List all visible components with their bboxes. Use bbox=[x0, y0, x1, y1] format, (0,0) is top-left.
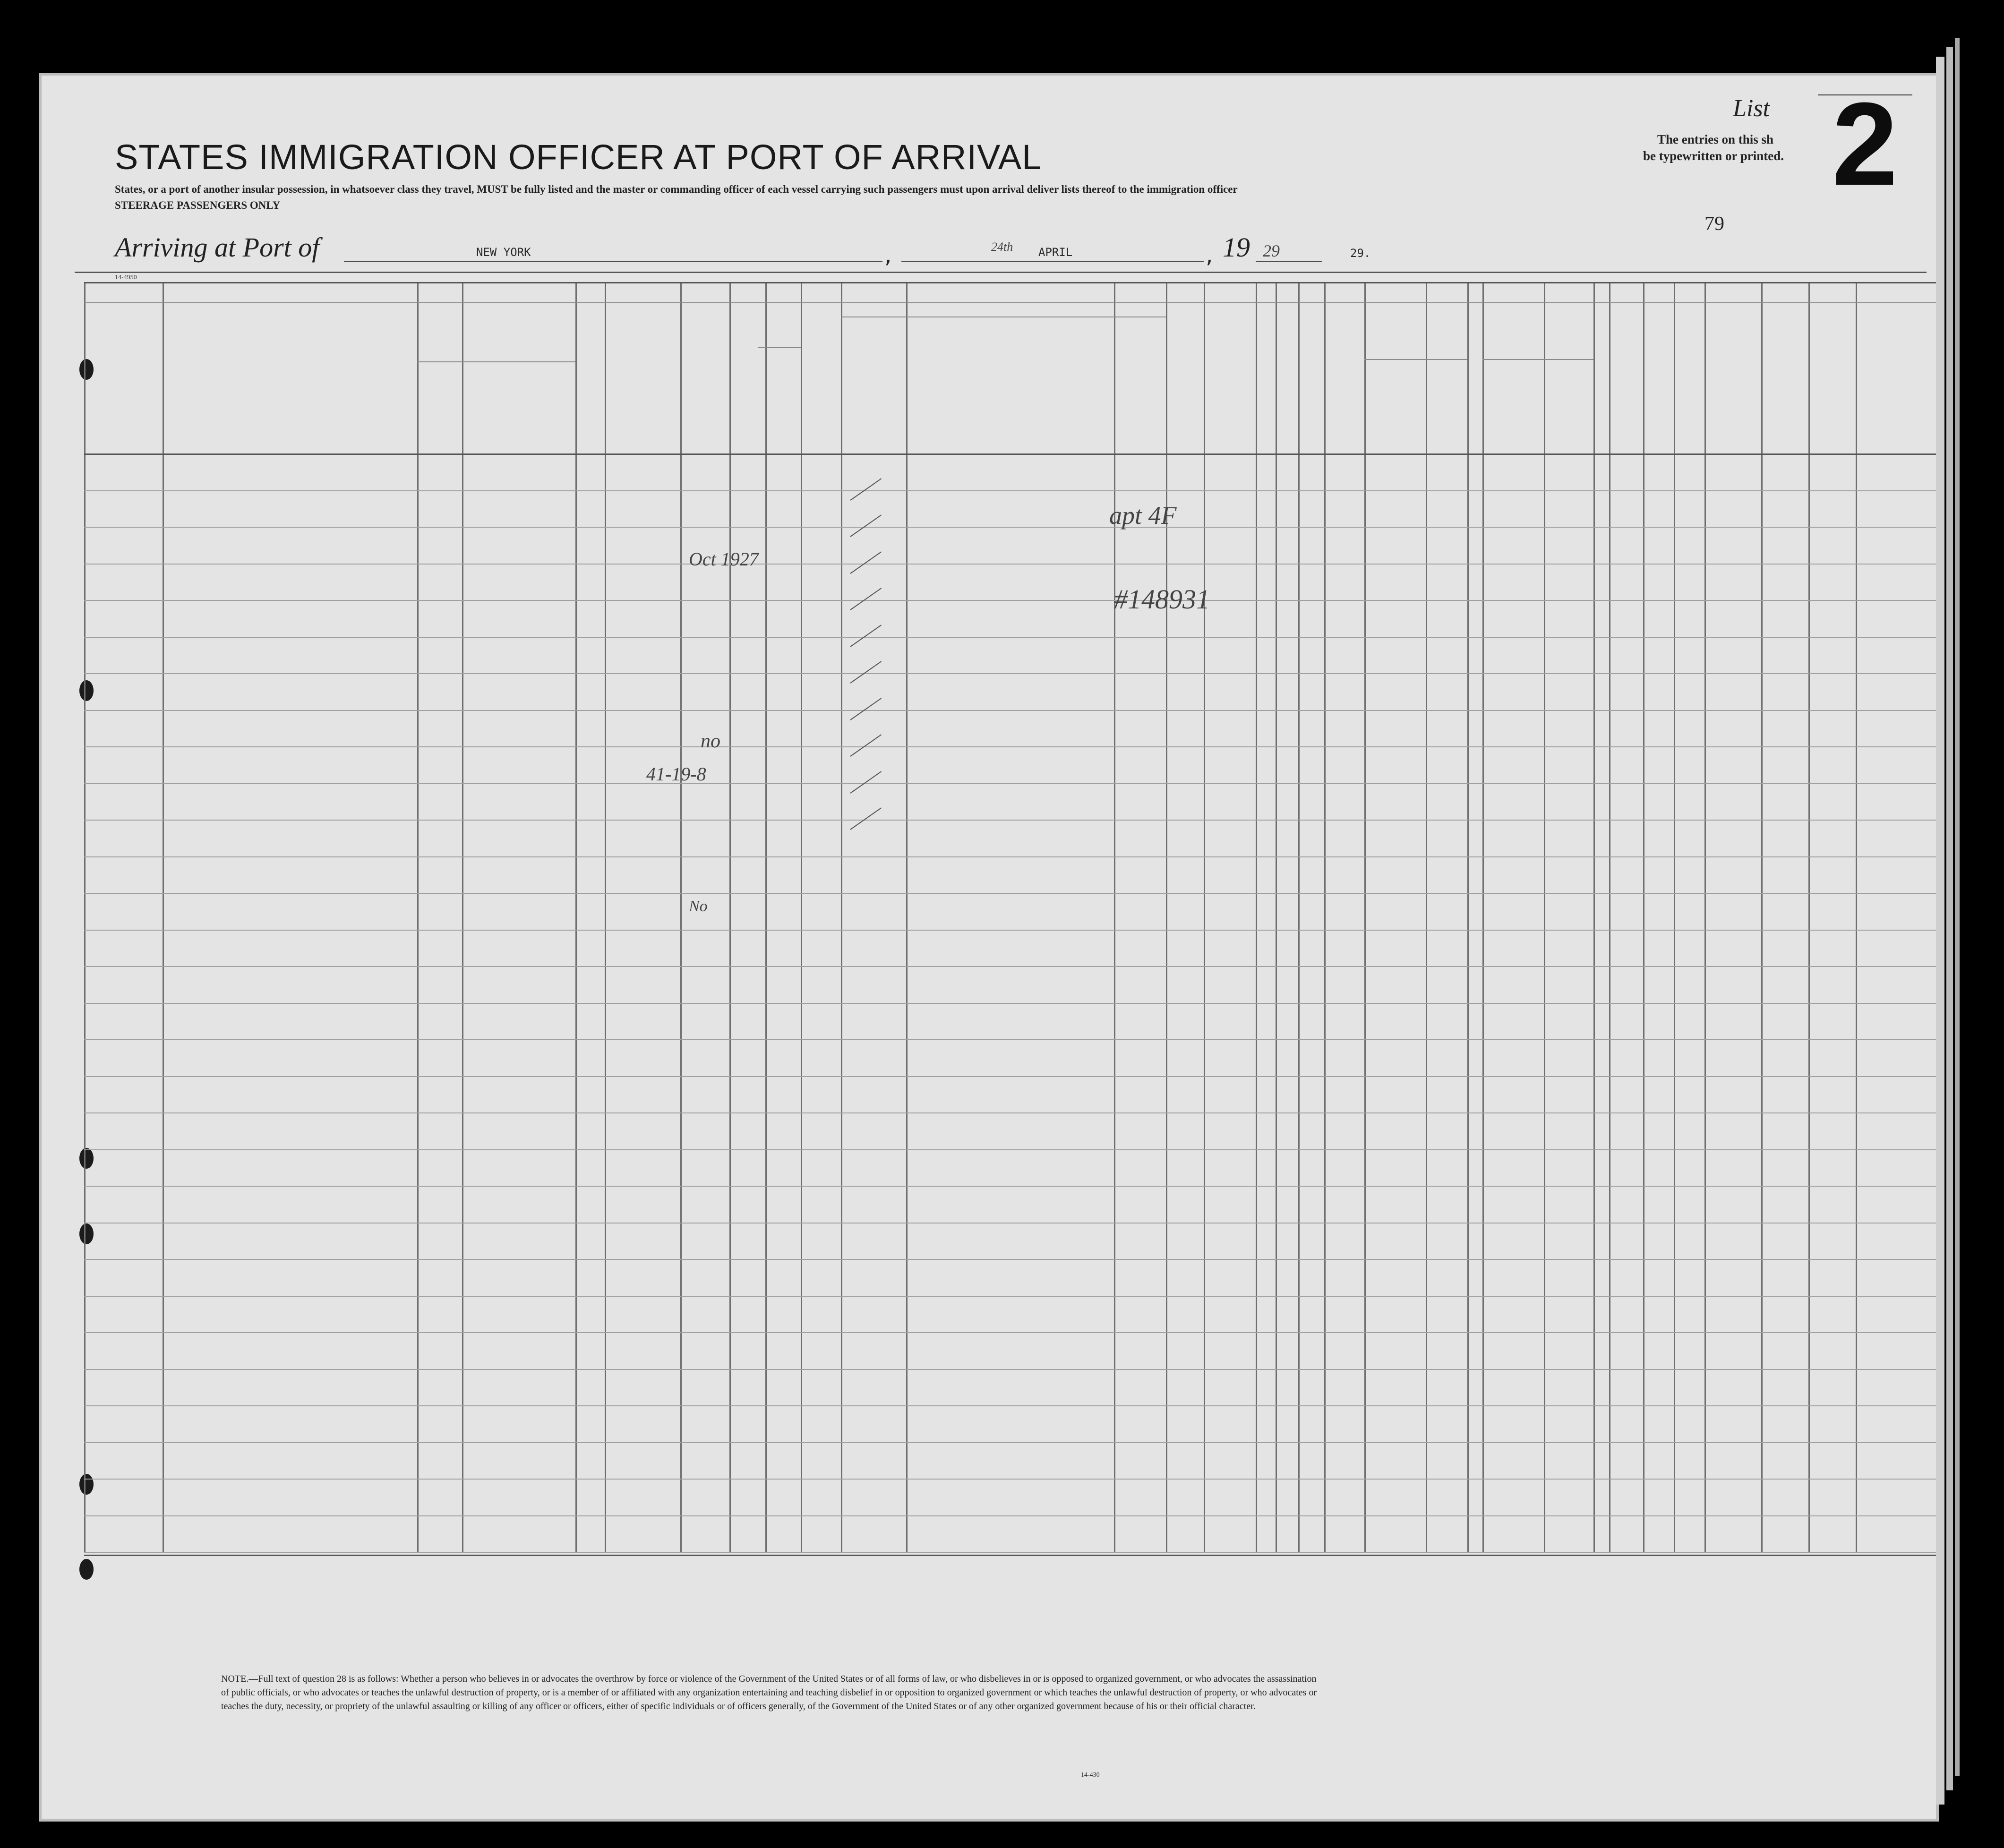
annotation-number: #148931 bbox=[1114, 584, 1210, 615]
column-divider bbox=[1674, 282, 1675, 1552]
row-rule bbox=[84, 1039, 1936, 1040]
row-rule bbox=[84, 893, 1936, 894]
row-rule bbox=[84, 600, 1936, 601]
annotation-row8: no bbox=[701, 730, 720, 752]
column-header-vertical bbox=[1117, 317, 1163, 449]
list-number: 2 bbox=[1832, 78, 1898, 210]
footer-code: 14-430 bbox=[1081, 1771, 1100, 1779]
ditto-slash bbox=[850, 625, 882, 647]
column-divider bbox=[1593, 282, 1595, 1552]
column-divider bbox=[605, 282, 606, 1552]
subheader-rule bbox=[417, 361, 575, 362]
instructions: States, or a port of another insular possession, in whatsoever class they travel, MUST be fully listed and the master or commanding officer of each vessel carrying such passengers must upon arrival deliver lists thereof to the immigration officer bbox=[115, 183, 1238, 195]
column-divider bbox=[1324, 282, 1326, 1552]
row-rule bbox=[84, 527, 1936, 528]
number-row-rule bbox=[84, 302, 1936, 303]
list-label: List bbox=[1733, 95, 1770, 122]
column-divider bbox=[1204, 282, 1205, 1552]
ditto-slash bbox=[850, 661, 882, 684]
month-value: APRIL bbox=[1038, 246, 1073, 259]
column-divider bbox=[1609, 282, 1610, 1552]
column-divider bbox=[1643, 282, 1644, 1552]
column-divider bbox=[729, 282, 731, 1552]
row-rule bbox=[84, 1332, 1936, 1333]
manifest-sheet bbox=[42, 76, 1936, 1819]
row-rule bbox=[84, 1369, 1936, 1370]
column-header-vertical bbox=[1169, 317, 1201, 449]
row-rule bbox=[84, 1296, 1936, 1297]
row-rule bbox=[84, 1076, 1936, 1077]
column-divider bbox=[575, 282, 577, 1552]
column-divider bbox=[680, 282, 682, 1552]
manifest-table bbox=[42, 76, 1936, 1819]
column-divider bbox=[1482, 282, 1484, 1552]
header-bottom-rule bbox=[84, 453, 1936, 455]
column-divider bbox=[163, 282, 164, 1552]
annotation-apt: apt 4F bbox=[1109, 501, 1177, 530]
column-divider bbox=[1761, 282, 1763, 1552]
table-bottom-rule bbox=[84, 1555, 1936, 1556]
column-header-vertical bbox=[1263, 317, 1276, 449]
column-header-vertical bbox=[1429, 317, 1464, 449]
comma: , bbox=[882, 246, 894, 267]
column-divider bbox=[1114, 282, 1115, 1552]
column-divider bbox=[841, 282, 842, 1552]
column-header-vertical bbox=[909, 317, 1111, 449]
table-top-rule bbox=[84, 282, 1936, 283]
arriving-label: Arriving at Port of bbox=[115, 232, 320, 263]
port-value: NEW YORK bbox=[476, 246, 531, 259]
ditto-slash bbox=[850, 698, 882, 720]
steerage-label: STEERAGE PASSENGERS ONLY bbox=[115, 199, 281, 211]
column-divider bbox=[1856, 282, 1857, 1552]
footnote: NOTE.—Full text of question 28 is as follows: Whether a person who believes in or advocates the overthrow by force or violence of the Government of the United States or of all forms of law, or who disbelieves in or is opposed to organized government, or who advocates the assassination of public officials, or who advocates or teaches the unlawful destruction of property, or is a member of or affiliated with any organization entertaining and teaching disbelief in or opposition to organized government or which teaches the unlawful destruction of property, or who advocates or teaches the duty, necessity, or propriety of the unlawful assaulting or killing of any officer or officers, either of specific individuals or of officers generally, of the Government of the United States or of any other organized government because of his or their official character. bbox=[221, 1674, 1317, 1711]
column-divider bbox=[1256, 282, 1257, 1552]
column-header-vertical bbox=[683, 317, 727, 449]
column-divider bbox=[1704, 282, 1706, 1552]
ditto-slash bbox=[850, 478, 882, 501]
annotation-date: Oct 1927 bbox=[689, 548, 759, 570]
column-divider bbox=[1364, 282, 1366, 1552]
column-divider bbox=[1808, 282, 1810, 1552]
subheader-rule bbox=[1482, 359, 1593, 360]
row-rule bbox=[84, 710, 1936, 711]
column-divider bbox=[1166, 282, 1167, 1552]
row-rule bbox=[84, 673, 1936, 674]
column-divider bbox=[84, 282, 86, 1552]
comma: , bbox=[1204, 246, 1216, 267]
column-divider bbox=[1426, 282, 1427, 1552]
column-header-vertical bbox=[578, 317, 602, 449]
row-rule bbox=[84, 490, 1936, 491]
column-divider bbox=[1276, 282, 1277, 1552]
page-number: 79 bbox=[1704, 213, 1724, 235]
row-rule bbox=[84, 637, 1936, 638]
row-rule bbox=[84, 1515, 1936, 1516]
column-divider bbox=[1298, 282, 1300, 1552]
day-value: 24th bbox=[991, 240, 1013, 254]
year-typed: 29. bbox=[1350, 247, 1371, 260]
column-divider bbox=[462, 282, 463, 1552]
ditto-slash bbox=[850, 551, 882, 574]
row-rule bbox=[84, 1442, 1936, 1443]
row-rule bbox=[84, 783, 1936, 784]
annotation-row9: 41-19-8 bbox=[646, 763, 706, 785]
row-rule bbox=[84, 1149, 1936, 1150]
row-rule bbox=[84, 1186, 1936, 1187]
row-rule bbox=[84, 820, 1936, 821]
row-rule bbox=[84, 856, 1936, 857]
column-divider bbox=[417, 282, 419, 1552]
ditto-slash bbox=[850, 771, 882, 794]
row-rule bbox=[84, 564, 1936, 565]
ditto-slash bbox=[850, 588, 882, 610]
column-divider bbox=[1467, 282, 1469, 1552]
page-edge bbox=[1936, 57, 1944, 1805]
page-title: STATES IMMIGRATION OFFICER AT PORT OF ARRIVAL bbox=[115, 137, 1042, 177]
row-rule bbox=[84, 746, 1936, 747]
column-header-vertical bbox=[1282, 317, 1295, 449]
page-edge bbox=[1955, 38, 1960, 1776]
column-divider bbox=[1544, 282, 1545, 1552]
row-rule bbox=[84, 966, 1936, 967]
page-edge bbox=[1946, 47, 1953, 1790]
column-header-vertical bbox=[1367, 317, 1423, 449]
ditto-slash bbox=[850, 734, 882, 757]
column-header-vertical bbox=[1207, 317, 1253, 449]
annotation-row12: No bbox=[689, 898, 708, 915]
column-header-vertical bbox=[844, 317, 903, 449]
column-divider bbox=[801, 282, 802, 1552]
subheader-rule bbox=[758, 347, 801, 348]
form-code: 14-4950 bbox=[115, 274, 137, 281]
row-rule bbox=[84, 930, 1936, 931]
typewritten-note: be typewritten or printed. bbox=[1643, 149, 1784, 163]
row-rule bbox=[84, 1003, 1936, 1004]
row-rule bbox=[84, 1479, 1936, 1480]
year-prefix: 19 bbox=[1223, 232, 1250, 263]
column-divider bbox=[906, 282, 908, 1552]
row-rule bbox=[84, 1112, 1936, 1113]
row-rule bbox=[84, 1405, 1936, 1406]
column-divider bbox=[765, 282, 767, 1552]
ditto-slash bbox=[850, 514, 882, 537]
typewritten-note: The entries on this sh bbox=[1657, 132, 1774, 146]
year-suffix: 29 bbox=[1263, 241, 1280, 260]
row-rule bbox=[84, 1552, 1936, 1553]
row-rule bbox=[84, 1259, 1936, 1260]
ditto-slash bbox=[850, 807, 882, 830]
